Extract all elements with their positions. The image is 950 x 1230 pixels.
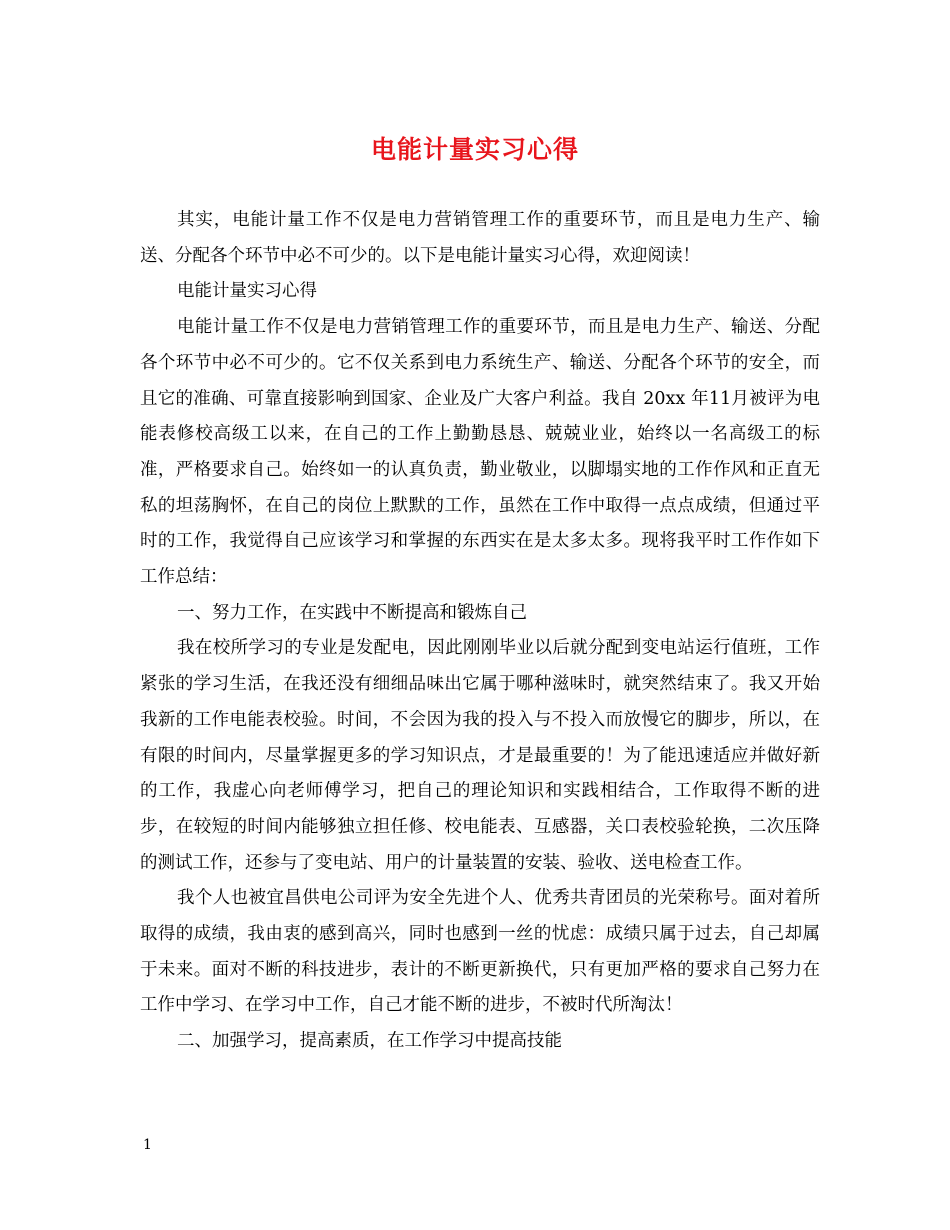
section-heading-2: 二、加强学习，提高素质，在工作学习中提高技能 [177,1031,562,1052]
document-title: 电能计量实习心得 [370,135,579,164]
subtitle-paragraph: 电能计量实习心得 [177,281,317,302]
body-paragraph: 我在校所学习的专业是发配电，因此刚刚毕业以后就分配到变电站运行值班，工作紧张的学习生活，在我还没有细细品味出它属于哪种滋味时，就突然结束了。我又开始我新的工作电能表校验。时间，不会因为我的投入与不投入而放慢它的脚步，所以，在有限的时间内，尽量掌握更多的学习知识点，才是最重要的！为了能迅速适应并做好新的工作，我虚心向老师傅学习，把自己的理论知识和实践相结合，工作取得不断的进步，在较短的时间内能够独立担任修、校电能表、互感器，关口表校验轮换，二次压降的测试工作，还参与了变电站、用户的计量装置的安装、验收、送电检查工作。 [140,638,820,873]
page-number: 1 [143,1137,152,1153]
intro-paragraph: 其实，电能计量工作不仅是电力营销管理工作的重要环节，而且是电力生产、输送、分配各个环节中必不可少的。以下是电能计量实习心得，欢迎阅读！ [140,210,820,266]
document-body [140,203,820,1060]
body-paragraph: 我个人也被宜昌供电公司评为安全先进个人、优秀共青团员的光荣称号。面对着所取得的成绩，我由衷的感到高兴，同时也感到一丝的忧虑：成绩只属于过去，自己却属于未来。面对不断的科技进步，表计的不断更新换代，只有更加严格的要求自己努力在工作中学习、在学习中工作，自己才能不断的进步，不被时代所淘汰！ [140,888,820,1016]
section-heading-1: 一、努力工作，在实践中不断提高和锻炼自己 [177,602,527,623]
body-paragraph: 电能计量工作不仅是电力营销管理工作的重要环节，而且是电力生产、输送、分配各个环节中必不可少的。它不仅关系到电力系统生产、输送、分配各个环节的安全，而且它的准确、可靠直接影响到国家、企业及广大客户利益。我自 20xx 年11月被评为电能表修校高级工以来，在自己的工作上勤勤恳恳、兢兢业业，始终以一名高级工的标准，严格要求自己。始终如一的认真负责，勤业敬业，以脚塌实地的工作作风和正直无私的坦荡胸怀，在自己的岗位上默默的工作，虽然在工作中取得一点点成绩，但通过平时的工作，我觉得自己应该学习和掌握的东西实在是太多太多。现将我平时工作作如下工作总结： [140,317,820,588]
